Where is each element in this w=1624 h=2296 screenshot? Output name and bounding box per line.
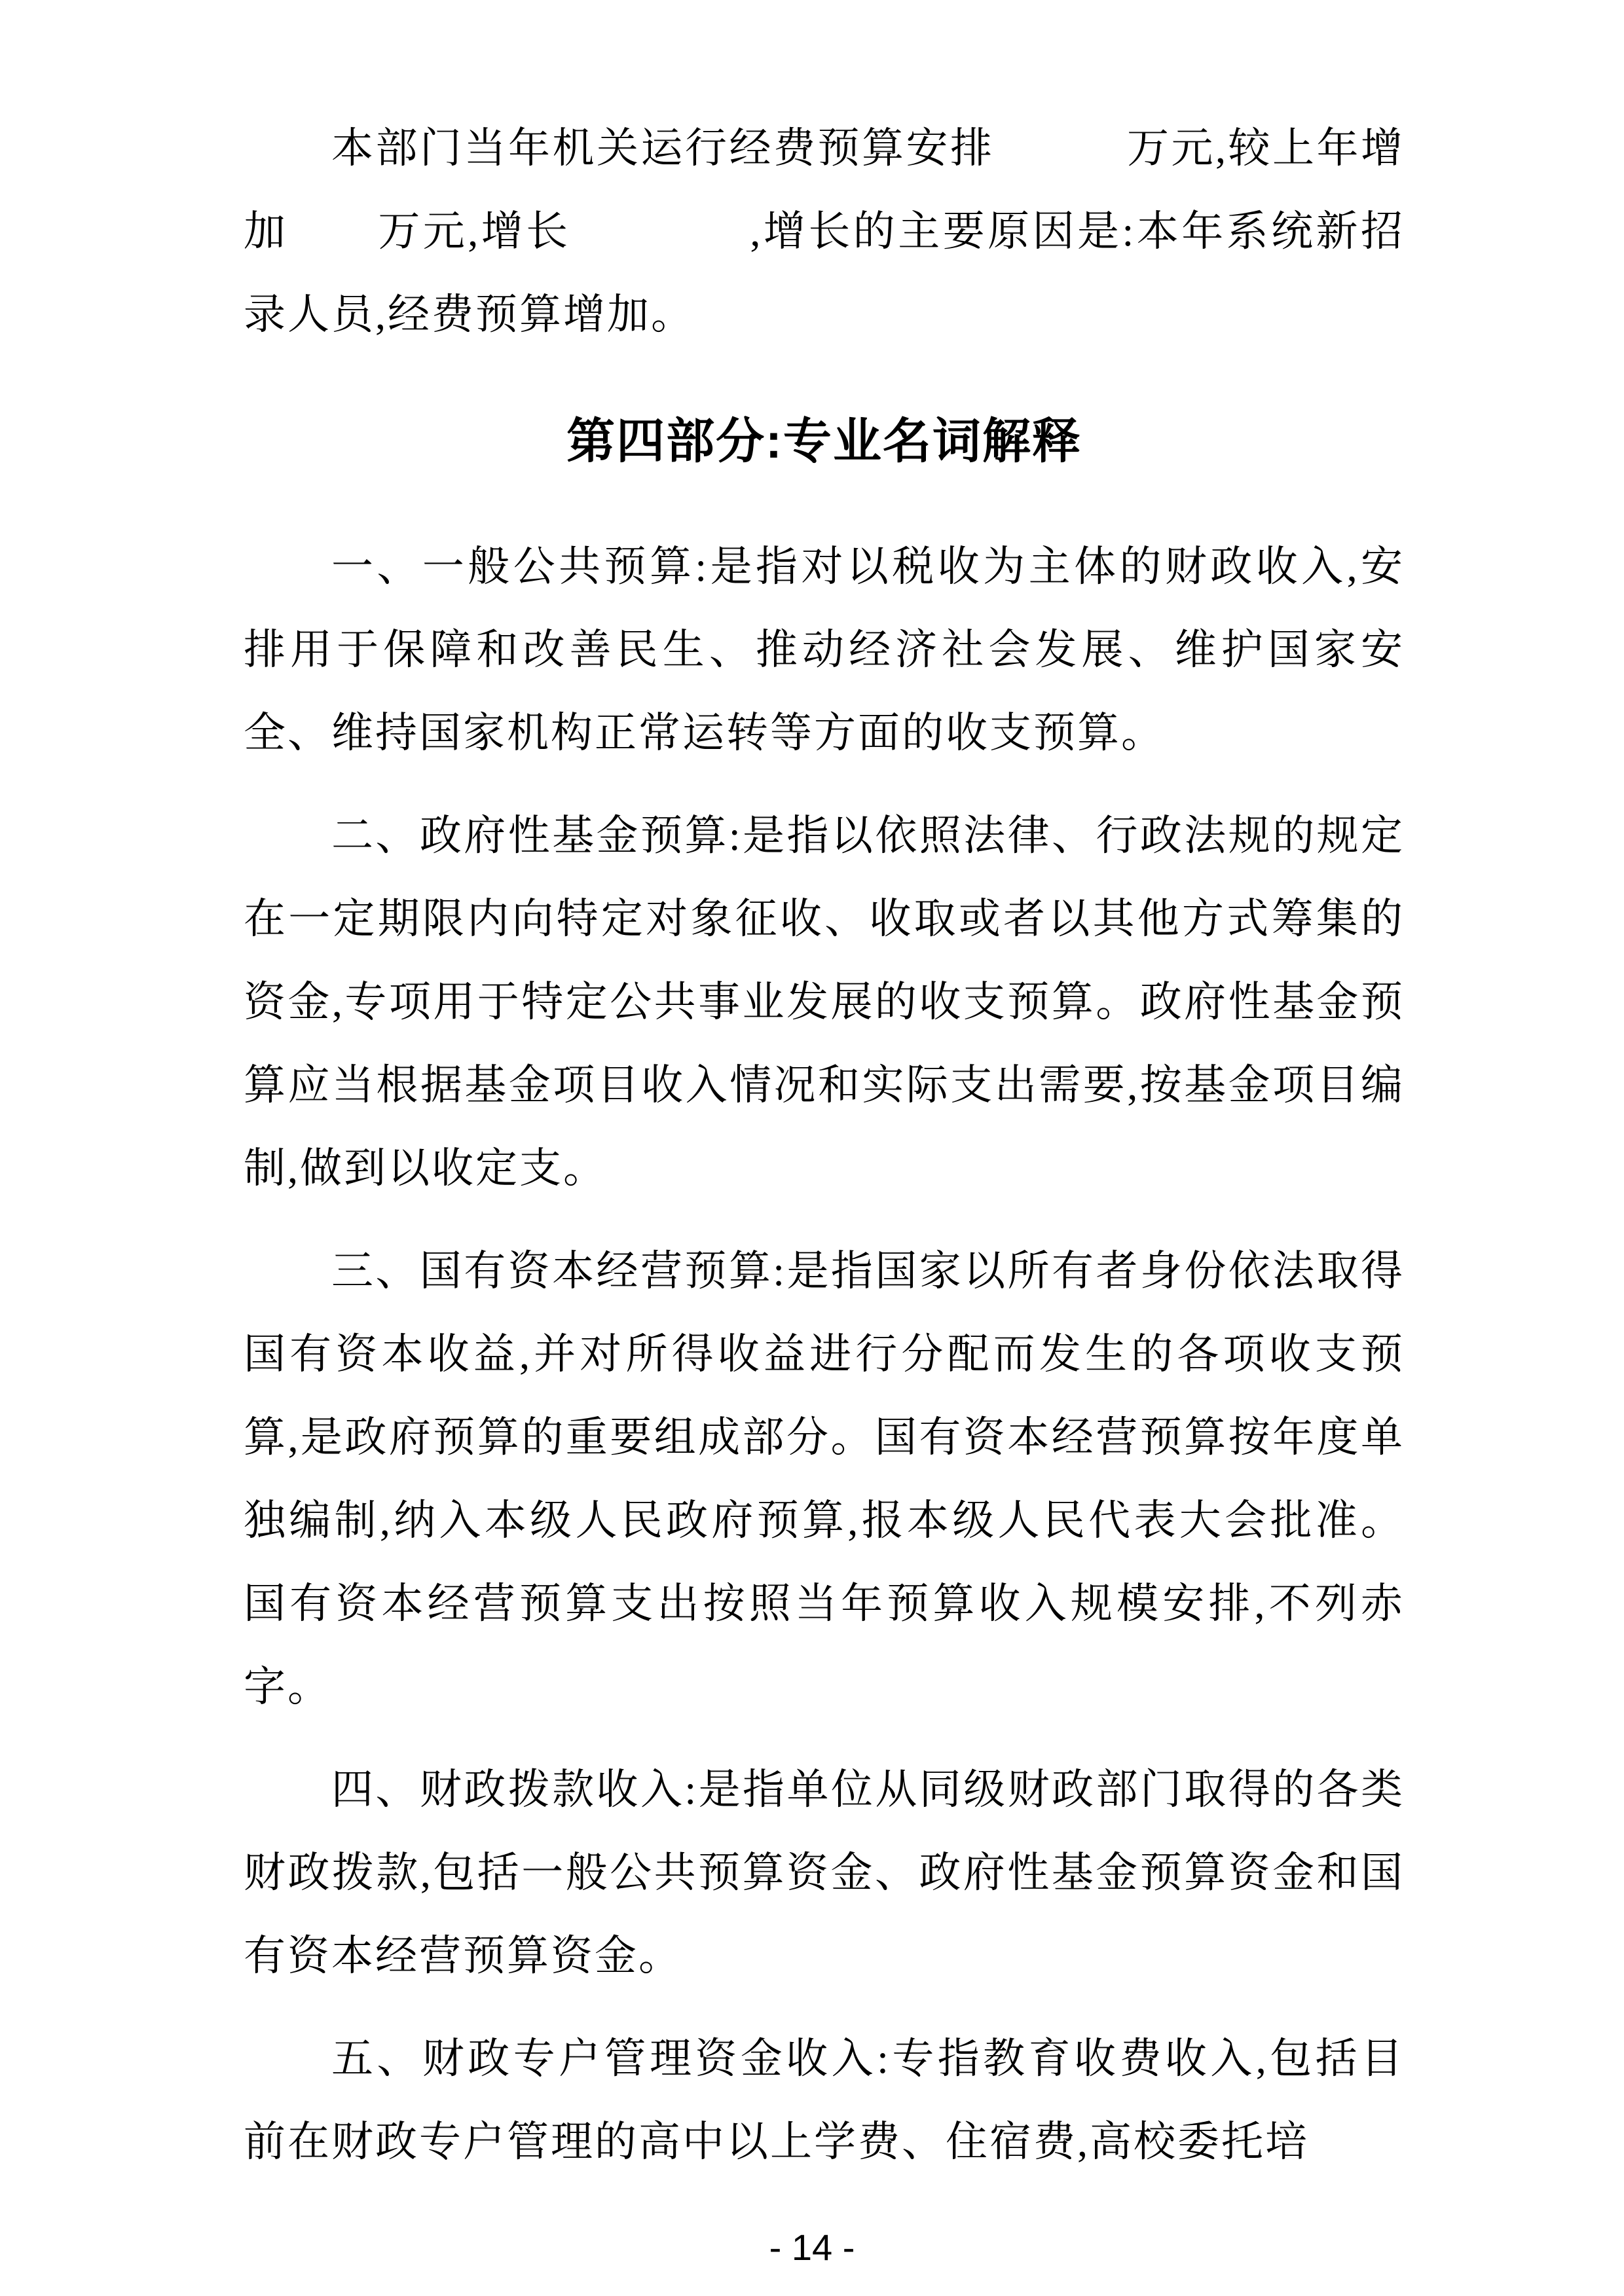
section-heading-part-four: 第四部分:专业名词解释 (566, 414, 1082, 468)
paragraph-operating-expense-budget: 本部门当年机关运行经费预算安排 万元,较上年增加 万元,增长 ,增长的主要原因是:本年系统新招录人员,经费预算增加。 (244, 125, 1405, 338)
definition-government-fund-budget: 二、政府性基金预算:是指以依照法律、行政法规的规定在一定期限内向特定对象征收、收取或者以其他方式筹集的资金,专项用于特定公共事业发展的收支预算。政府性基金预算应当根据基金项目收入情况和实际支出需要,按基金项目编制,做到以收定支。 (244, 812, 1405, 1192)
page-number: - 14 - (769, 2227, 855, 2268)
definition-fiscal-appropriation-income: 四、财政拨款收入:是指单位从同级财政部门取得的各类财政拨款,包括一般公共预算资金、政府性基金预算资金和国有资本经营预算资金。 (244, 1766, 1405, 1979)
page-footer (0, 2225, 1624, 2270)
definition-state-capital-operation-budget: 三、国有资本经营预算:是指国家以所有者身份依法取得国有资本收益,并对所得收益进行分配而发生的各项收支预算,是政府预算的重要组成部分。国有资本经营预算按年度单独编制,纳入本级人民政府预算,报本级人民代表大会批准。国有资本经营预算支出按照当年预算收入规模安排,不列赤字。 (244, 1248, 1405, 1710)
document-body (244, 107, 1405, 2183)
definition-fiscal-special-account-income: 五、财政专户管理资金收入:专指教育收费收入,包括目前在财政专户管理的高中以上学费、住宿费,高校委托培 (244, 2035, 1405, 2165)
definition-general-public-budget: 一、一般公共预算:是指对以税收为主体的财政收入,安排用于保障和改善民生、推动经济社会发展、维护国家安全、维持国家机构正常运转等方面的收支预算。 (244, 543, 1405, 756)
